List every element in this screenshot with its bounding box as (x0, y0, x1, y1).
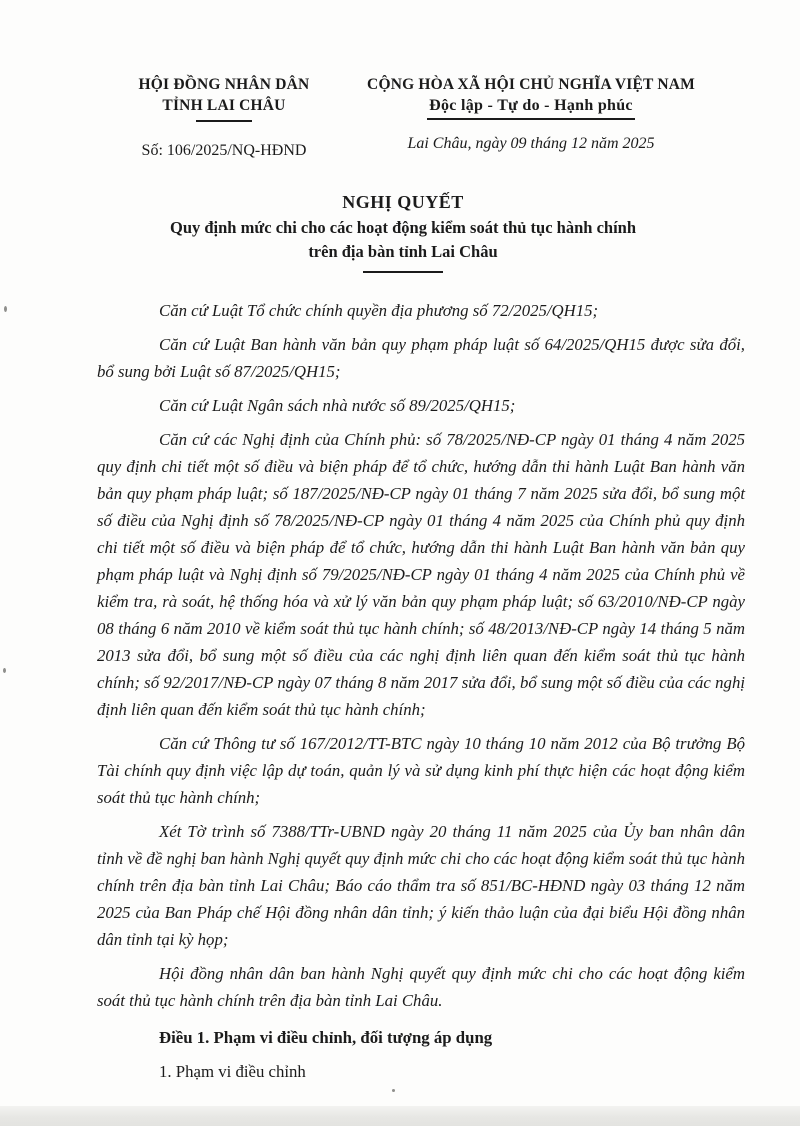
preamble-paragraph: Căn cứ Thông tư số 167/2012/TT-BTC ngày 10 tháng 10 năm 2012 của Bộ trưởng Bộ Tài chính quy định việc lập dự toán, quản lý và sử dụng kinh phí thực hiện các hoạt động kiểm soát thủ tục hành chính; (97, 734, 745, 807)
title-divider (363, 271, 443, 273)
document-title-block (85, 192, 721, 273)
issuer-header-block (100, 74, 348, 160)
document-body (97, 297, 745, 1092)
preamble-paragraph: Xét Tờ trình số 7388/TTr-UBND ngày 20 tháng 11 năm 2025 của Ủy ban nhân dân tỉnh về đề nghị ban hành Nghị quyết quy định mức chi cho các hoạt động kiểm soát thủ tục hành chính trên địa bàn tỉnh Lai Châu; Báo cáo thẩm tra số 851/BC-HĐND ngày 03 tháng 12 năm 2025 của Ban Pháp chế Hội đồng nhân dân tỉnh; ý kiến thảo luận của đại biểu Hội đồng nhân dân tỉnh tại kỳ họp; (97, 822, 745, 949)
national-title-line: CỘNG HÒA XÃ HỘI CHỦ NGHĨA VIỆT NAM (367, 76, 695, 93)
issuer-name-line2: TỈNH LAI CHÂU (162, 97, 286, 114)
preamble-paragraph: Căn cứ Luật Ban hành văn bản quy phạm pháp luật số 64/2025/QH15 được sửa đổi, bổ sung bởi Luật số 87/2025/QH15; (97, 335, 745, 381)
preamble-paragraph: Căn cứ Luật Tổ chức chính quyền địa phương số 72/2025/QH15; (159, 301, 599, 320)
article-1-clause-1: 1. Phạm vi điều chỉnh (159, 1062, 306, 1081)
scan-speck (392, 1089, 395, 1092)
article-1-heading: Điều 1. Phạm vi điều chỉnh, đối tượng áp dụng (159, 1028, 493, 1047)
document-subject-line1: Quy định mức chi cho các hoạt động kiểm soát thủ tục hành chính (169, 218, 637, 237)
preamble-paragraph: Căn cứ các Nghị định của Chính phủ: số 78/2025/NĐ-CP ngày 01 tháng 4 năm 2025 quy định chi tiết một số điều và biện pháp để tổ chức, hướng dẫn thi hành Luật Ban hành văn bản quy phạm pháp luật; số 187/2025/NĐ-CP ngày 01 tháng 7 năm 2025 sửa đổi, bổ sung một số điều của Nghị định số 78/2025/NĐ-CP ngày 01 tháng 4 năm 2025 của Chính phủ quy định chi tiết một số điều và biện pháp để tổ chức, hướng dẫn thi hành Luật Ban hành văn bản quy phạm pháp luật và Nghị định số 79/2025/NĐ-CP ngày 01 tháng 4 năm 2025 của Chính phủ về kiểm tra, rà soát, hệ thống hóa và xử lý văn bản quy phạm pháp luật; số 63/2010/NĐ-CP ngày 08 tháng 6 năm 2010 về kiểm soát thủ tục hành chính; số 48/2013/NĐ-CP ngày 14 tháng 5 năm 2013 sửa đổi, bổ sung một số điều của các nghị định liên quan đến kiểm soát thủ tục hành chính; số 92/2017/NĐ-CP ngày 07 tháng 8 năm 2017 sửa đổi, bổ sung một số điều của các nghị định liên quan đến kiểm soát thủ tục hành chính; (97, 430, 745, 719)
issuer-underline-divider (196, 120, 252, 122)
document-subject-line2: trên địa bàn tỉnh Lai Châu (308, 242, 498, 261)
document-number: Số: 106/2025/NQ-HĐND (141, 142, 307, 159)
scan-bottom-edge (0, 1106, 800, 1126)
document-type-title: NGHỊ QUYẾT (342, 192, 464, 212)
national-header-block (340, 74, 722, 153)
scan-speck (3, 668, 6, 673)
national-motto-line: Độc lập - Tự do - Hạnh phúc (427, 97, 635, 120)
preamble-paragraph: Căn cứ Luật Ngân sách nhà nước số 89/2025/QH15; (159, 396, 516, 415)
preamble-paragraph: Hội đồng nhân dân ban hành Nghị quyết quy định mức chi cho các hoạt động kiểm soát thủ tục hành chính trên địa bàn tỉnh Lai Châu. (97, 964, 745, 1010)
scan-speck (4, 306, 7, 312)
place-date-line: Lai Châu, ngày 09 tháng 12 năm 2025 (407, 135, 655, 152)
issuer-name-line1: HỘI ĐỒNG NHÂN DÂN (138, 76, 310, 93)
